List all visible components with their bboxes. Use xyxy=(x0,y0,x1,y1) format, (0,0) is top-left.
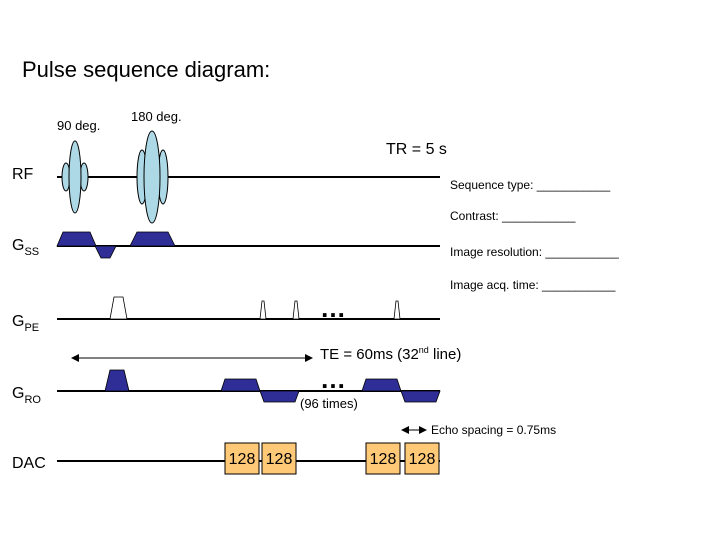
gro-readout-lobe xyxy=(221,379,260,391)
question-image-resolution: Image resolution: ___________ xyxy=(450,245,619,259)
te-label: TE = 60ms (32nd line) xyxy=(320,345,462,363)
question-image-acq-time: Image acq. time: ___________ xyxy=(450,278,616,292)
rf-90-pulse xyxy=(62,141,88,213)
tr-label: TR = 5 s xyxy=(386,141,447,158)
rf-180-pulse xyxy=(137,131,168,223)
page-title: Pulse sequence diagram: xyxy=(22,57,271,82)
dac-block-label: 128 xyxy=(408,451,436,468)
dac-block-label: 128 xyxy=(265,451,293,468)
gss-slice-select-90 xyxy=(57,232,96,246)
gro-prephaser xyxy=(105,370,129,391)
gro-ellipsis: … xyxy=(320,364,346,394)
dac-block-label: 128 xyxy=(369,451,397,468)
question-sequence-type: Sequence type: ___________ xyxy=(450,178,611,192)
gpe-channel-label: $G_{PE}$ xyxy=(12,313,40,334)
gpe-blip xyxy=(293,301,299,319)
gro-readout-lobe xyxy=(260,391,299,402)
dac-channel-label: DAC xyxy=(12,455,46,472)
rf-180-label: 180 deg. xyxy=(131,109,182,124)
gss-channel-label: $G_{SS}$ xyxy=(12,237,40,258)
gro-readout-lobe xyxy=(362,379,401,391)
gss-rephase-lobe xyxy=(95,246,116,258)
rf-channel-label: RF xyxy=(12,166,34,183)
gpe-ellipsis: … xyxy=(320,293,346,323)
rf-90-label: 90 deg. xyxy=(57,118,101,133)
question-contrast: Contrast: ___________ xyxy=(450,209,576,223)
gro-channel-label: $G_{RO}$ xyxy=(12,385,41,406)
echo-spacing-label: Echo spacing = 0.75ms xyxy=(431,423,557,437)
gpe-blip xyxy=(394,301,400,319)
repeat-label: (96 times) xyxy=(300,396,358,411)
gro-readout-lobe xyxy=(401,391,440,402)
dac-block-label: 128 xyxy=(228,451,256,468)
gpe-blip xyxy=(260,301,266,319)
gss-slice-select-180 xyxy=(130,232,175,246)
gpe-prephaser xyxy=(110,297,127,319)
